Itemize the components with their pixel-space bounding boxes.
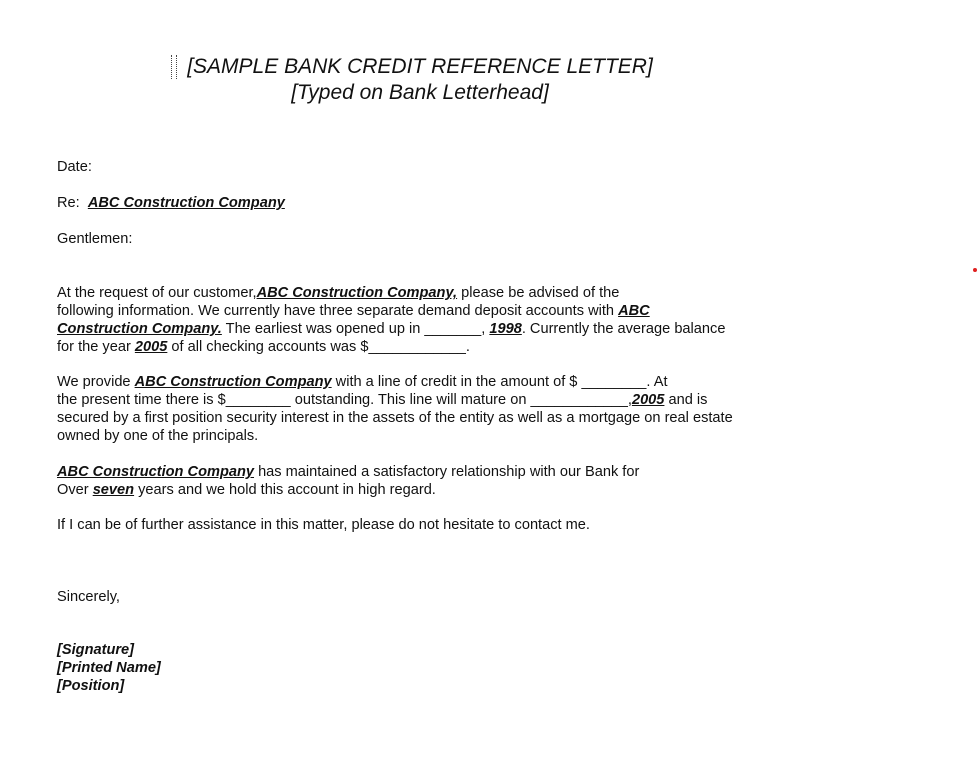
para2-line1	[57, 373, 668, 391]
para1-text: The earliest was opened up in _______,	[221, 321, 490, 337]
para2-line2	[57, 391, 707, 409]
para2-text: with a line of credit in the amount of $ ________. At	[331, 374, 668, 390]
para3-line1	[57, 463, 639, 481]
para1-year: 2005	[134, 339, 168, 355]
salutation: Gentlemen:	[57, 231, 133, 247]
para2-line4: owned by one of the principals.	[57, 428, 259, 444]
para2-text: We provide	[57, 374, 135, 390]
para1-company: ABC Construction Company,	[256, 285, 458, 301]
position-placeholder: [Position]	[57, 678, 125, 694]
para2-text: the present time there is $________ outstanding. This line will mature on ____________,	[57, 392, 632, 408]
para3-line2	[57, 481, 436, 499]
para1-text: please be advised of the	[457, 285, 620, 301]
para1-text: . Currently the average balance	[521, 321, 726, 337]
para2-company: ABC Construction Company	[134, 374, 332, 390]
printed-name-placeholder: [Printed Name]	[57, 660, 161, 676]
para1-text: At the request of our customer,	[57, 285, 257, 301]
closing: Sincerely,	[57, 589, 120, 605]
para1-line3	[57, 320, 725, 338]
para3-text: years and we hold this account in high regard.	[134, 482, 436, 498]
date-line	[57, 158, 92, 176]
para1-line2	[57, 302, 650, 320]
para3-company: ABC Construction Company	[57, 464, 255, 480]
re-company: ABC Construction Company	[87, 195, 285, 211]
para2-text: and is	[664, 392, 708, 408]
para3-text: has maintained a satisfactory relationship with our Bank for	[254, 464, 640, 480]
para3-years: seven	[92, 482, 135, 498]
re-label: Re:	[57, 195, 80, 211]
para1-text: for the year	[57, 339, 135, 355]
para1-line1	[57, 284, 619, 302]
date-label: Date:	[57, 159, 92, 175]
letter-subtitle: [Typed on Bank Letterhead]	[291, 81, 549, 104]
signature-placeholder: [Signature]	[57, 642, 135, 658]
para2-line3: secured by a first position security interest in the assets of the entity as well as a mortgage on real estate	[57, 410, 733, 426]
para1-text: of all checking accounts was $____________.	[167, 339, 470, 355]
para1-company: Construction Company.	[57, 321, 222, 337]
para4-line: If I can be of further assistance in this matter, please do not hesitate to contact me.	[57, 517, 590, 533]
letter-title: [SAMPLE BANK CREDIT REFERENCE LETTER]	[187, 55, 653, 78]
para1-year: 1998	[489, 321, 522, 337]
para2-year: 2005	[631, 392, 665, 408]
para3-text: Over	[57, 482, 93, 498]
para1-line4	[57, 338, 470, 356]
para1-text: following information. We currently have three separate demand deposit accounts with	[57, 303, 619, 319]
margin-mark	[973, 268, 977, 272]
re-line	[57, 194, 285, 212]
para1-company: ABC	[618, 303, 650, 319]
